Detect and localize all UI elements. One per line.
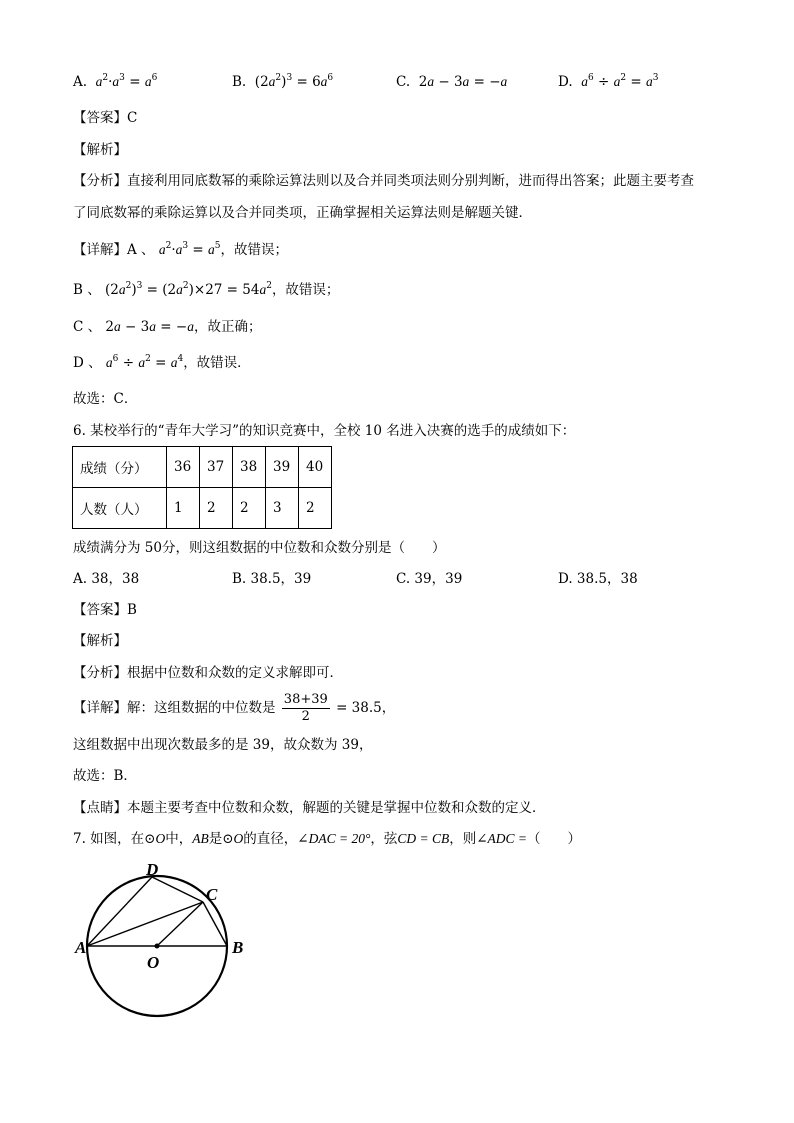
q6-answer: 【答案】B bbox=[73, 602, 137, 618]
table-cell: 39 bbox=[266, 447, 299, 488]
q6-score-table bbox=[72, 446, 332, 529]
q5-fenxi-line-2: 了同底数幂的乘除运算以及合并同类项，正确掌握相关运算法则是解题关键． bbox=[73, 205, 532, 221]
q6-option-b: B. 38.5，39 bbox=[232, 571, 312, 587]
q6-choose: 故选：B． bbox=[73, 768, 137, 784]
table-row bbox=[73, 447, 332, 488]
label-o: O bbox=[147, 953, 160, 972]
label-a: A bbox=[75, 938, 87, 957]
table-cell: 36 bbox=[167, 447, 200, 488]
q5-option-a: A. $a^2\cdot a^3 = a^6$ bbox=[73, 72, 158, 90]
q6-option-a: A. 38，38 bbox=[73, 571, 140, 587]
q7-circle-figure bbox=[70, 860, 250, 1020]
label-d: D bbox=[146, 860, 159, 879]
table-cell: 38 bbox=[233, 447, 266, 488]
label-c: C bbox=[206, 885, 218, 904]
q6-option-c: C. 39，39 bbox=[396, 571, 463, 587]
q5-analysis-heading: 【解析】 bbox=[73, 142, 127, 158]
q5-fenxi-line-1: 【分析】直接利用同底数幂的乘除运算法则以及合并同类项法则分别判断，进而得出答案；此题主要考查 bbox=[73, 173, 694, 189]
table-cell: 37 bbox=[200, 447, 233, 488]
q6-dianjing: 【点睛】本题主要考查中位数和众数，解题的关键是掌握中位数和众数的定义． bbox=[73, 800, 546, 816]
table-header-count: 人数（人） bbox=[73, 488, 167, 529]
center-point bbox=[155, 944, 160, 949]
table-cell: 3 bbox=[266, 488, 299, 529]
q5-choose: 故选：C． bbox=[73, 391, 138, 407]
table-row bbox=[73, 488, 332, 529]
q7-stem: 7. 如图，在⊙O中，AB是⊙O的直径，∠DAC = 20°，弦CD = CB，则∠ADC =（ ） bbox=[73, 831, 582, 847]
q5-detail-d: D 、 $a^6 \div a^2 = a^4$，故错误． bbox=[73, 353, 251, 371]
q5-detail-b: B 、 $(2a^2)^3 = (2a^2)\times 27 = 54a^2$，故错误； bbox=[73, 280, 340, 298]
q6-detail: 【详解】解：这组数据的中位数是 $\frac{38+39}{2}$ = 38.5， bbox=[73, 692, 396, 724]
q5-option-d: D. $a^6 \div a^2 = a^3$ bbox=[558, 72, 659, 90]
table-cell: 40 bbox=[299, 447, 332, 488]
q6-option-d: D. 38.5，38 bbox=[558, 571, 638, 587]
median-fraction: $\frac{38+39}{2}$ bbox=[283, 692, 328, 724]
q5-answer: 【答案】C bbox=[73, 110, 138, 126]
table-cell: 2 bbox=[299, 488, 332, 529]
chord-dc bbox=[152, 877, 203, 902]
q6-analysis-heading: 【解析】 bbox=[73, 633, 127, 649]
q6-mode-line: 这组数据中出现次数最多的是 39，故众数为 39， bbox=[73, 737, 373, 753]
table-cell: 1 bbox=[167, 488, 200, 529]
table-cell: 2 bbox=[233, 488, 266, 529]
label-b: B bbox=[232, 938, 244, 957]
q5-detail-c: C 、 2a − 3a = −a，故正确； bbox=[73, 319, 262, 335]
q5-option-c: C. 2a − 3a = −a bbox=[396, 74, 508, 90]
q6-question: 成绩满分为 50分，则这组数据的中位数和众数分别是（ ） bbox=[73, 540, 446, 556]
q6-stem: 6. 某校举行的“青年大学习”的知识竞赛中，全校 10 名进入决赛的选手的成绩如下： bbox=[73, 423, 576, 439]
table-cell: 2 bbox=[200, 488, 233, 529]
q6-fenxi: 【分析】根据中位数和众数的定义求解即可． bbox=[73, 665, 343, 681]
q5-option-b: B. $(2a^2)^3 = 6a^6$ bbox=[232, 72, 334, 90]
radius-oc bbox=[157, 902, 203, 946]
chord-ac bbox=[87, 902, 203, 946]
table-header-score: 成绩（分） bbox=[73, 447, 167, 488]
q5-detail-a: 【详解】A 、 $a^2\cdot a^3 = a^5$，故错误； bbox=[73, 240, 288, 258]
